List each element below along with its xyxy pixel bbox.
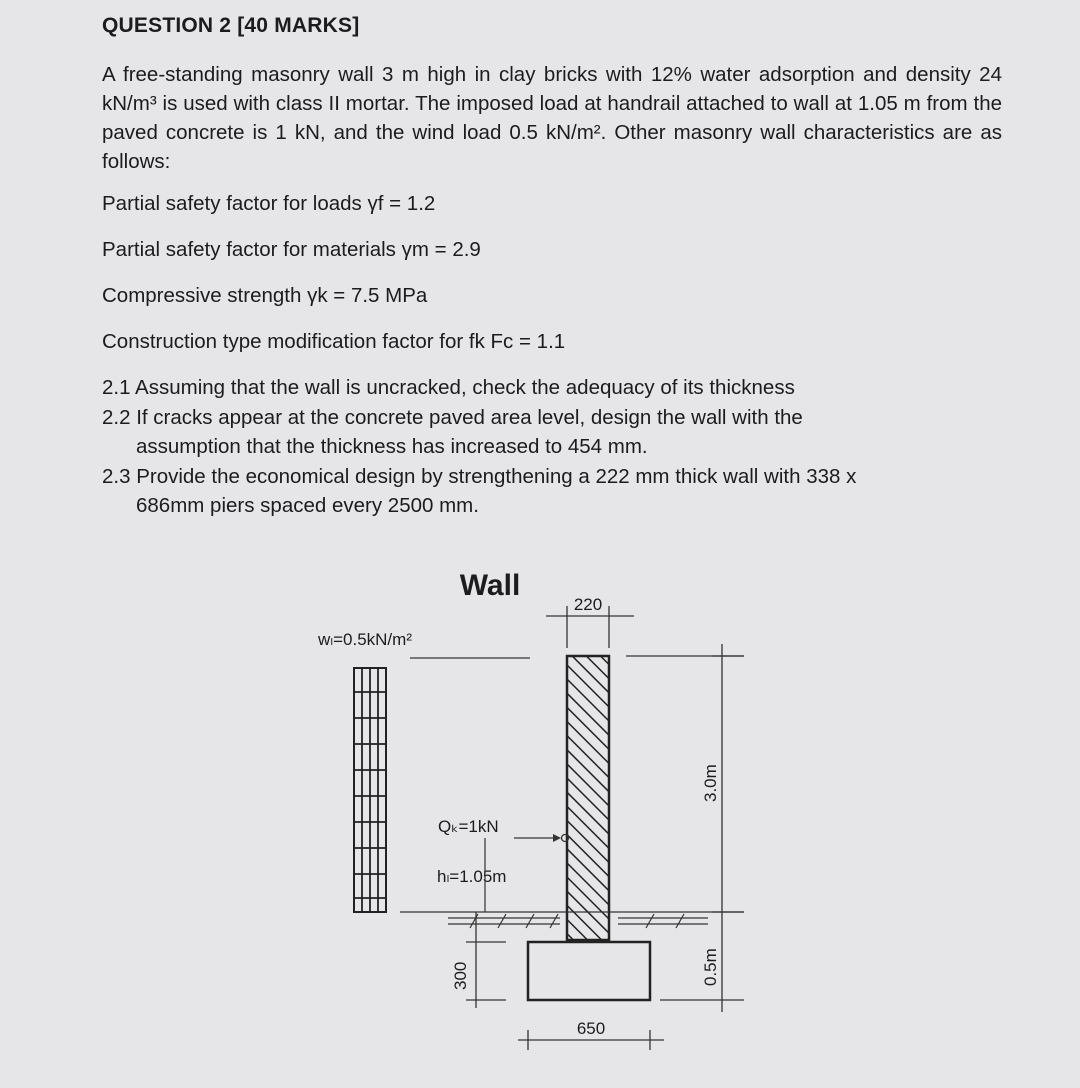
subquestion-2-2-line2: assumption that the thickness has increased to 454 mm.	[136, 435, 648, 458]
load-height-label: hₗ=1.05m	[437, 867, 507, 886]
wall-height-label: 3.0m	[701, 764, 720, 802]
wind-load-label: wₗ=0.5kN/m²	[318, 630, 412, 649]
wind-load-block	[354, 668, 386, 912]
subquestion-2-2-line1: 2.2 If cracks appear at the concrete paved area level, design the wall with the	[102, 406, 803, 429]
property-modification-factor: Construction type modification factor for fk Fc = 1.1	[102, 330, 566, 353]
subquestion-2-3-line2: 686mm piers spaced every 2500 mm.	[136, 494, 479, 517]
question-intro: A free-standing masonry wall 3 m high in clay bricks with 12% water adsorption and density 24 kN/m³ is used with class II mortar. The imposed load at handrail attached to wall at 1.05 m from the paved concrete is 1 kN, and the wind load 0.5 kN/m². Other masonry wall characteristics are as follows:	[102, 63, 1002, 173]
footing-depth-label: 0.5m	[701, 948, 720, 986]
masonry-wall	[567, 656, 609, 940]
property-load-factor: Partial safety factor for loads γf = 1.2	[102, 192, 436, 215]
footing-width-label: 650	[576, 1019, 606, 1038]
property-material-factor: Partial safety factor for materials γm = 2.9	[102, 238, 481, 261]
point-load-label: Qₖ=1kN	[438, 817, 499, 836]
property-compressive-strength: Compressive strength γk = 7.5 MPa	[102, 284, 428, 307]
subquestion-2-3-line1: 2.3 Provide the economical design by strengthening a 222 mm thick wall with 338 x	[102, 465, 857, 488]
footing-depth-left-label: 300	[451, 961, 470, 990]
wall-thickness-label: 220	[573, 595, 603, 614]
concrete-footing	[528, 942, 650, 1000]
subquestion-2-1-text: 2.1 Assuming that the wall is uncracked, check the adequacy of its thickness	[102, 376, 795, 399]
footing-depth-left-dimension	[466, 912, 506, 1008]
point-load-arrow	[514, 834, 569, 842]
question-title: QUESTION 2 [40 MARKS]	[102, 14, 360, 37]
figure-title: Wall	[459, 569, 521, 602]
